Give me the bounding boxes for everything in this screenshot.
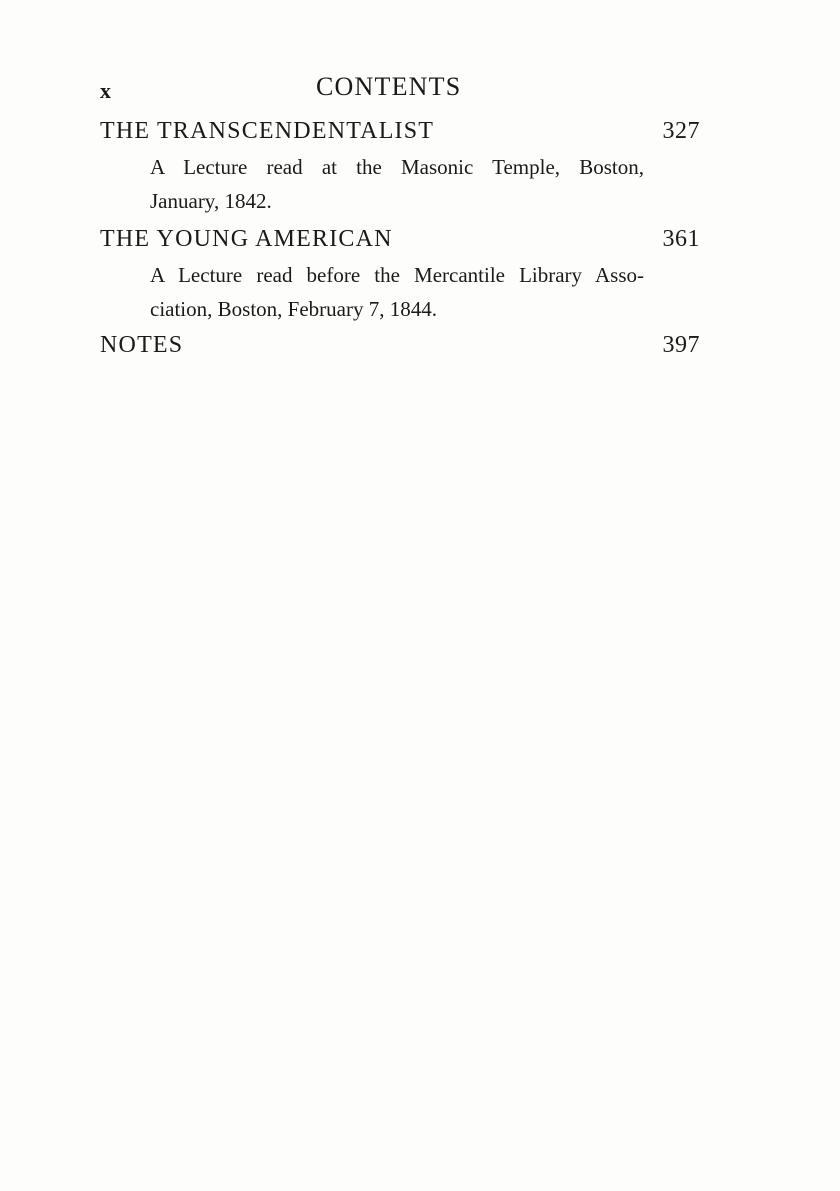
page-title: CONTENTS <box>316 72 462 101</box>
toc-entry-young-american[interactable] <box>100 226 700 326</box>
toc-entry-title[interactable]: THE YOUNG AMERICAN <box>100 226 393 252</box>
toc-entry-title[interactable]: THE TRANSCENDENTALIST <box>100 118 435 144</box>
toc-entry-title[interactable]: NOTES <box>100 332 184 358</box>
toc-entry-description-line: A Lecture read at the Masonic Temple, Boston, <box>150 155 644 179</box>
toc-entry-page-number: 327 <box>662 118 700 144</box>
toc-entry-description <box>150 150 644 218</box>
toc-entry-description-line: A Lecture read before the Mercantile Library Asso- <box>150 263 644 287</box>
toc-entry-transcendentalist[interactable] <box>100 118 700 218</box>
toc-entry-description-line: ciation, Boston, February 7, 1844. <box>150 297 437 321</box>
running-head <box>100 72 700 108</box>
toc-entry-page-number: 361 <box>662 226 700 252</box>
toc-entry-description-line: January, 1842. <box>150 189 272 213</box>
toc-entry-page-number: 397 <box>662 332 700 358</box>
page-number: x <box>100 78 112 103</box>
toc-entry-notes[interactable] <box>100 332 700 368</box>
toc-entry-description <box>150 258 644 326</box>
